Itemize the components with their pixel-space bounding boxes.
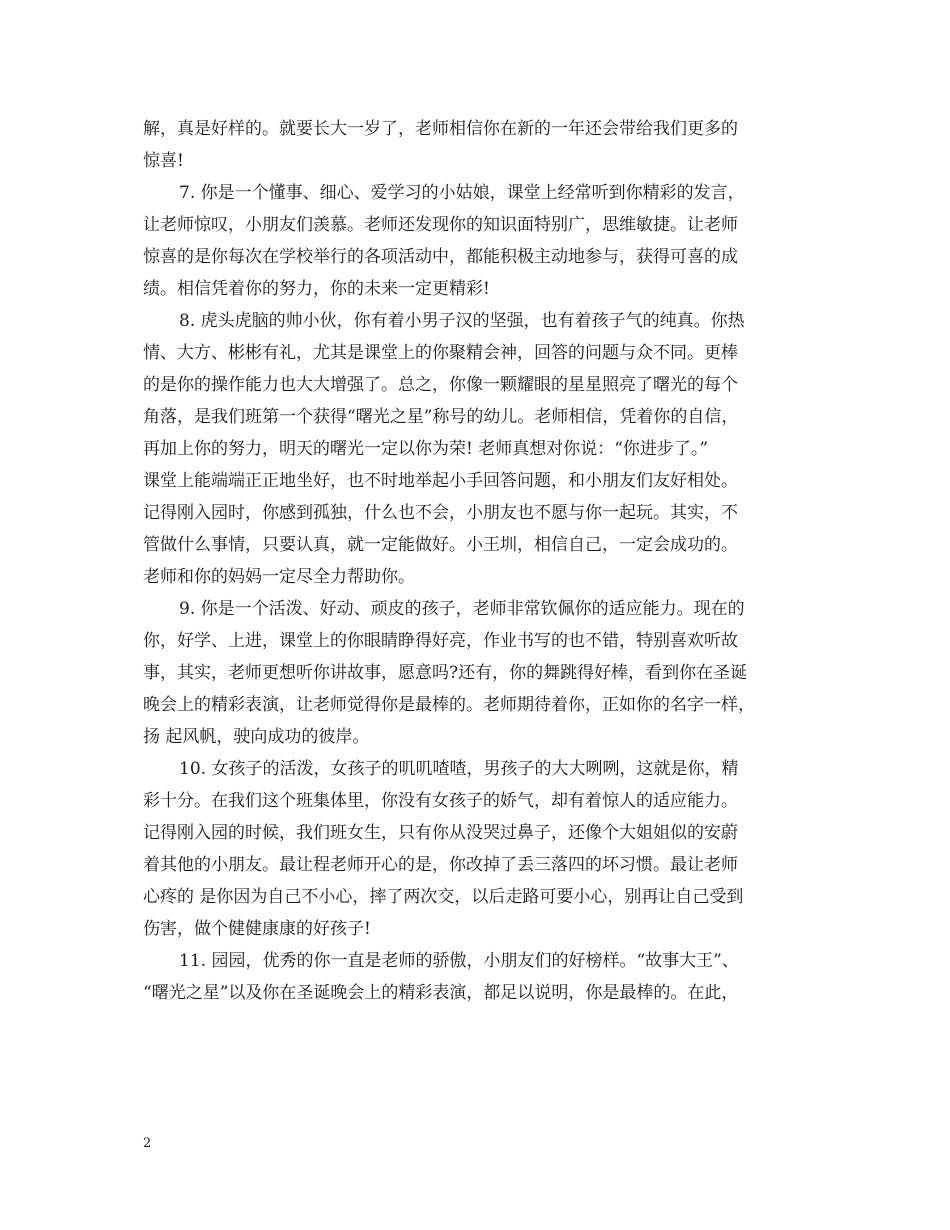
text-line: “曙光之星”以及你在圣诞晚会上的精彩表演，都足以说明，你是最棒的。在此， — [143, 983, 739, 1003]
page-number: 2 — [143, 1136, 152, 1151]
paragraph-first-line: 10. 女孩子的活泼，女孩子的叽叽喳喳，男孩子的大大咧咧，这就是你，精 — [179, 759, 739, 779]
text-line: 惊喜! — [143, 151, 184, 171]
text-line: 情、大方、彬彬有礼，尤其是课堂上的你聚精会神，回答的问题与众不同。更棒 — [143, 343, 738, 363]
text-line: 心疼的 是你因为自己不小心，摔了两次交，以后走路可要小心，别再让自己受到 — [143, 887, 744, 907]
text-line: 绩。相信凭着你的努力，你的未来一定更精彩! — [143, 279, 490, 299]
text-line: 伤害，做个健健康康的好孩子! — [143, 919, 371, 939]
paragraph-first-line: 7. 你是一个懂事、细心、爱学习的小姑娘，课堂上经常听到你精彩的发言， — [179, 183, 745, 203]
text-line: 扬 起风帆，驶向成功的彼岸。 — [143, 727, 370, 747]
paragraph-first-line: 9. 你是一个活泼、好动、顽皮的孩子，老师非常钦佩你的适应能力。现在的 — [179, 599, 745, 619]
text-line: 事，其实，老师更想听你讲故事，愿意吗?还有，你的舞跳得好棒，看到你在圣诞 — [143, 663, 748, 683]
document-body — [143, 113, 833, 1009]
text-line: 再加上你的努力，明天的曙光一定以你为荣! 老师真想对你说：“你进步了。” — [143, 439, 709, 459]
text-line: 记得刚入园的时候，我们班女生，只有你从没哭过鼻子，还像个大姐姐似的安蔚 — [143, 823, 738, 843]
text-line: 彩十分。在我们这个班集体里，你没有女孩子的娇气，却有着惊人的适应能力。 — [143, 791, 738, 811]
text-line: 课堂上能端端正正地坐好，也不时地举起小手回答问题，和小朋友们友好相处。 — [143, 471, 738, 491]
text-line: 老师和你的妈妈一定尽全力帮助你。 — [143, 567, 415, 587]
text-line: 着其他的小朋友。最让程老师开心的是，你改掉了丢三落四的坏习惯。最让老师 — [143, 855, 738, 875]
text-line: 记得刚入园时，你感到孤独，什么也不会，小朋友也不愿与你一起玩。其实，不 — [143, 503, 738, 523]
text-line: 让老师惊叹，小朋友们羡慕。老师还发现你的知识面特别广，思维敏捷。让老师 — [143, 215, 738, 235]
text-line: 解，真是好样的。就要长大一岁了，老师相信你在新的一年还会带给我们更多的 — [143, 119, 738, 139]
text-line: 晚会上的精彩表演，让老师觉得你是最棒的。老师期待着你，正如你的名字一样， — [143, 695, 755, 715]
text-line: 你，好学、上进，课堂上的你眼睛睁得好亮，作业书写的也不错，特别喜欢听故 — [143, 631, 738, 651]
paragraph-first-line: 11. 园园，优秀的你一直是老师的骄傲，小朋友们的好榜样。“故事大王”、 — [179, 951, 739, 971]
paragraph-first-line: 8. 虎头虎脑的帅小伙，你有着小男子汉的坚强，也有着孩子气的纯真。你热 — [179, 311, 745, 331]
text-line: 的是你的操作能力也大大增强了。总之，你像一颗耀眼的星星照亮了曙光的每个 — [143, 375, 738, 395]
text-line: 角落，是我们班第一个获得“曙光之星”称号的幼儿。老师相信，凭着你的自信， — [143, 407, 739, 427]
text-line: 管做什么事情，只要认真，就一定能做好。小王圳，相信自己，一定会成功的。 — [143, 535, 738, 555]
text-line: 惊喜的是你每次在学校举行的各项活动中，都能积极主动地参与，获得可喜的成 — [143, 247, 738, 267]
